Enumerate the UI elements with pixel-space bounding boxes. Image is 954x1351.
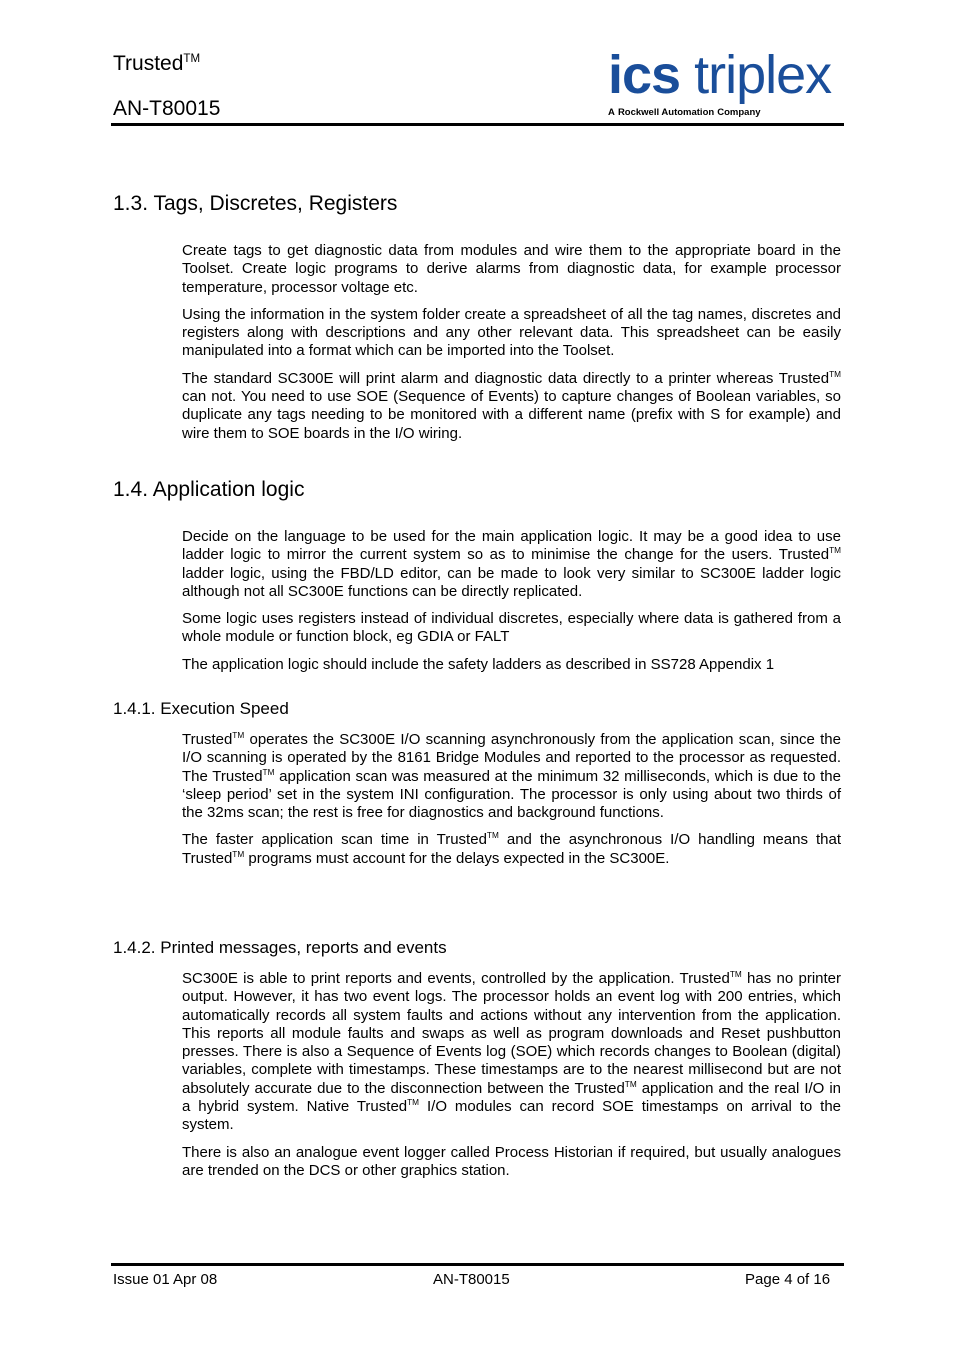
header-doc-number: AN-T80015 [113, 97, 221, 120]
paragraph: Create tags to get diagnostic data from modules and wire them to the appropriate board in the Toolset. Create logic programs to derive alarms from diagnostic data, for example processor temperature, processor voltage etc. [182, 242, 841, 296]
section-body-1-4 [182, 528, 841, 683]
footer-page-number: Page 4 of 16 [745, 1271, 831, 1288]
section-body-1-3 [182, 242, 841, 452]
logo-tagline: A Rockwell Automation Company [608, 107, 761, 118]
section-body-1-4-2 [182, 970, 841, 1189]
company-logo: ics triplex A Rockwell Automation Company [608, 48, 844, 118]
section-heading-1-4-1: 1.4.1. Execution Speed [113, 699, 289, 718]
paragraph: Using the information in the system folder create a spreadsheet of all the tag names, discretes and registers along with descriptions and any other relevant data. This spreadsheet can be easily manipulated into a format which can be imported into the Toolset. [182, 305, 841, 360]
paragraph: The application logic should include the safety ladders as described in SS728 Appendix 1 [182, 655, 775, 673]
section-heading-1-4: 1.4. Application logic [113, 478, 305, 501]
section-heading-1-4-2: 1.4.2. Printed messages, reports and events [113, 938, 447, 957]
section-body-1-4-1 [182, 731, 841, 877]
paragraph: There is also an analogue event logger called Process Historian if required, but usually analogues are trended on the DCS or other graphics station. [182, 1143, 841, 1179]
footer-issue: Issue 01 Apr 08 [113, 1271, 218, 1288]
paragraph: The faster application scan time in Trusted™ and the asynchronous I/O handling means that Trusted™ programs must account for the delays expected in the SC300E. [182, 831, 841, 867]
paragraph: Some logic uses registers instead of individual discretes, especially where data is gathered from a whole module or function block, eg GDIA or FALT [182, 610, 841, 646]
footer-doc-number: AN-T80015 [433, 1271, 510, 1288]
paragraph: SC300E is able to print reports and events, controlled by the application. Trusted™ has no printer output. However, it has two event logs. The processor holds an event log with 200 entries, which automatically records all system faults and actions without any intervention from the application. This reports all module faults and swaps as well as program downloads and Reset pushbutton presses. There is also a Sequence of Events log (SOE) which records changes to Boolean (digital) variables, complete with timestamps. These timestamps are to the nearest millisecond but are not absolutely accurate due to the disconnection between the Trusted™ application and the real I/O in a hybrid system. Native Trusted™ I/O modules can record SOE timestamps on arrival to the system. [182, 970, 841, 1134]
paragraph: Decide on the language to be used for the main application logic. It may be a good idea to use ladder logic to mirror the current system so as to minimise the change for the users. Trusted™ ladder logic, using the FBD/LD editor, can be made to look very similar to SC300E ladder logic although not all SC300E functions can be directly replicated. [182, 528, 841, 600]
paragraph: Trusted™ operates the SC300E I/O scanning asynchronously from the application scan, since the I/O scanning is operated by the 8161 Bridge Modules and reported to the processor as requested. The Trusted™ application scan was measured at the minimum 32 milliseconds, which is due to the ‘sleep period’ set in the system INI configuration. The processor is only using about two thirds of the 32ms scan; the rest is free for diagnostics and background functions. [182, 731, 841, 822]
header-product-title: Trusted™ [113, 52, 201, 75]
section-heading-1-3: 1.3. Tags, Discretes, Registers [113, 192, 398, 215]
header-rule [111, 123, 844, 126]
paragraph: The standard SC300E will print alarm and diagnostic data directly to a printer whereas Trusted™ can not. You need to use SOE (Sequence of Events) to capture changes of Boolean variables, so duplicate any tags needing to be monitored with a different name (prefix with S for example) and wire them to SOE boards in the I/O wiring. [182, 369, 841, 442]
footer-rule [111, 1263, 844, 1266]
